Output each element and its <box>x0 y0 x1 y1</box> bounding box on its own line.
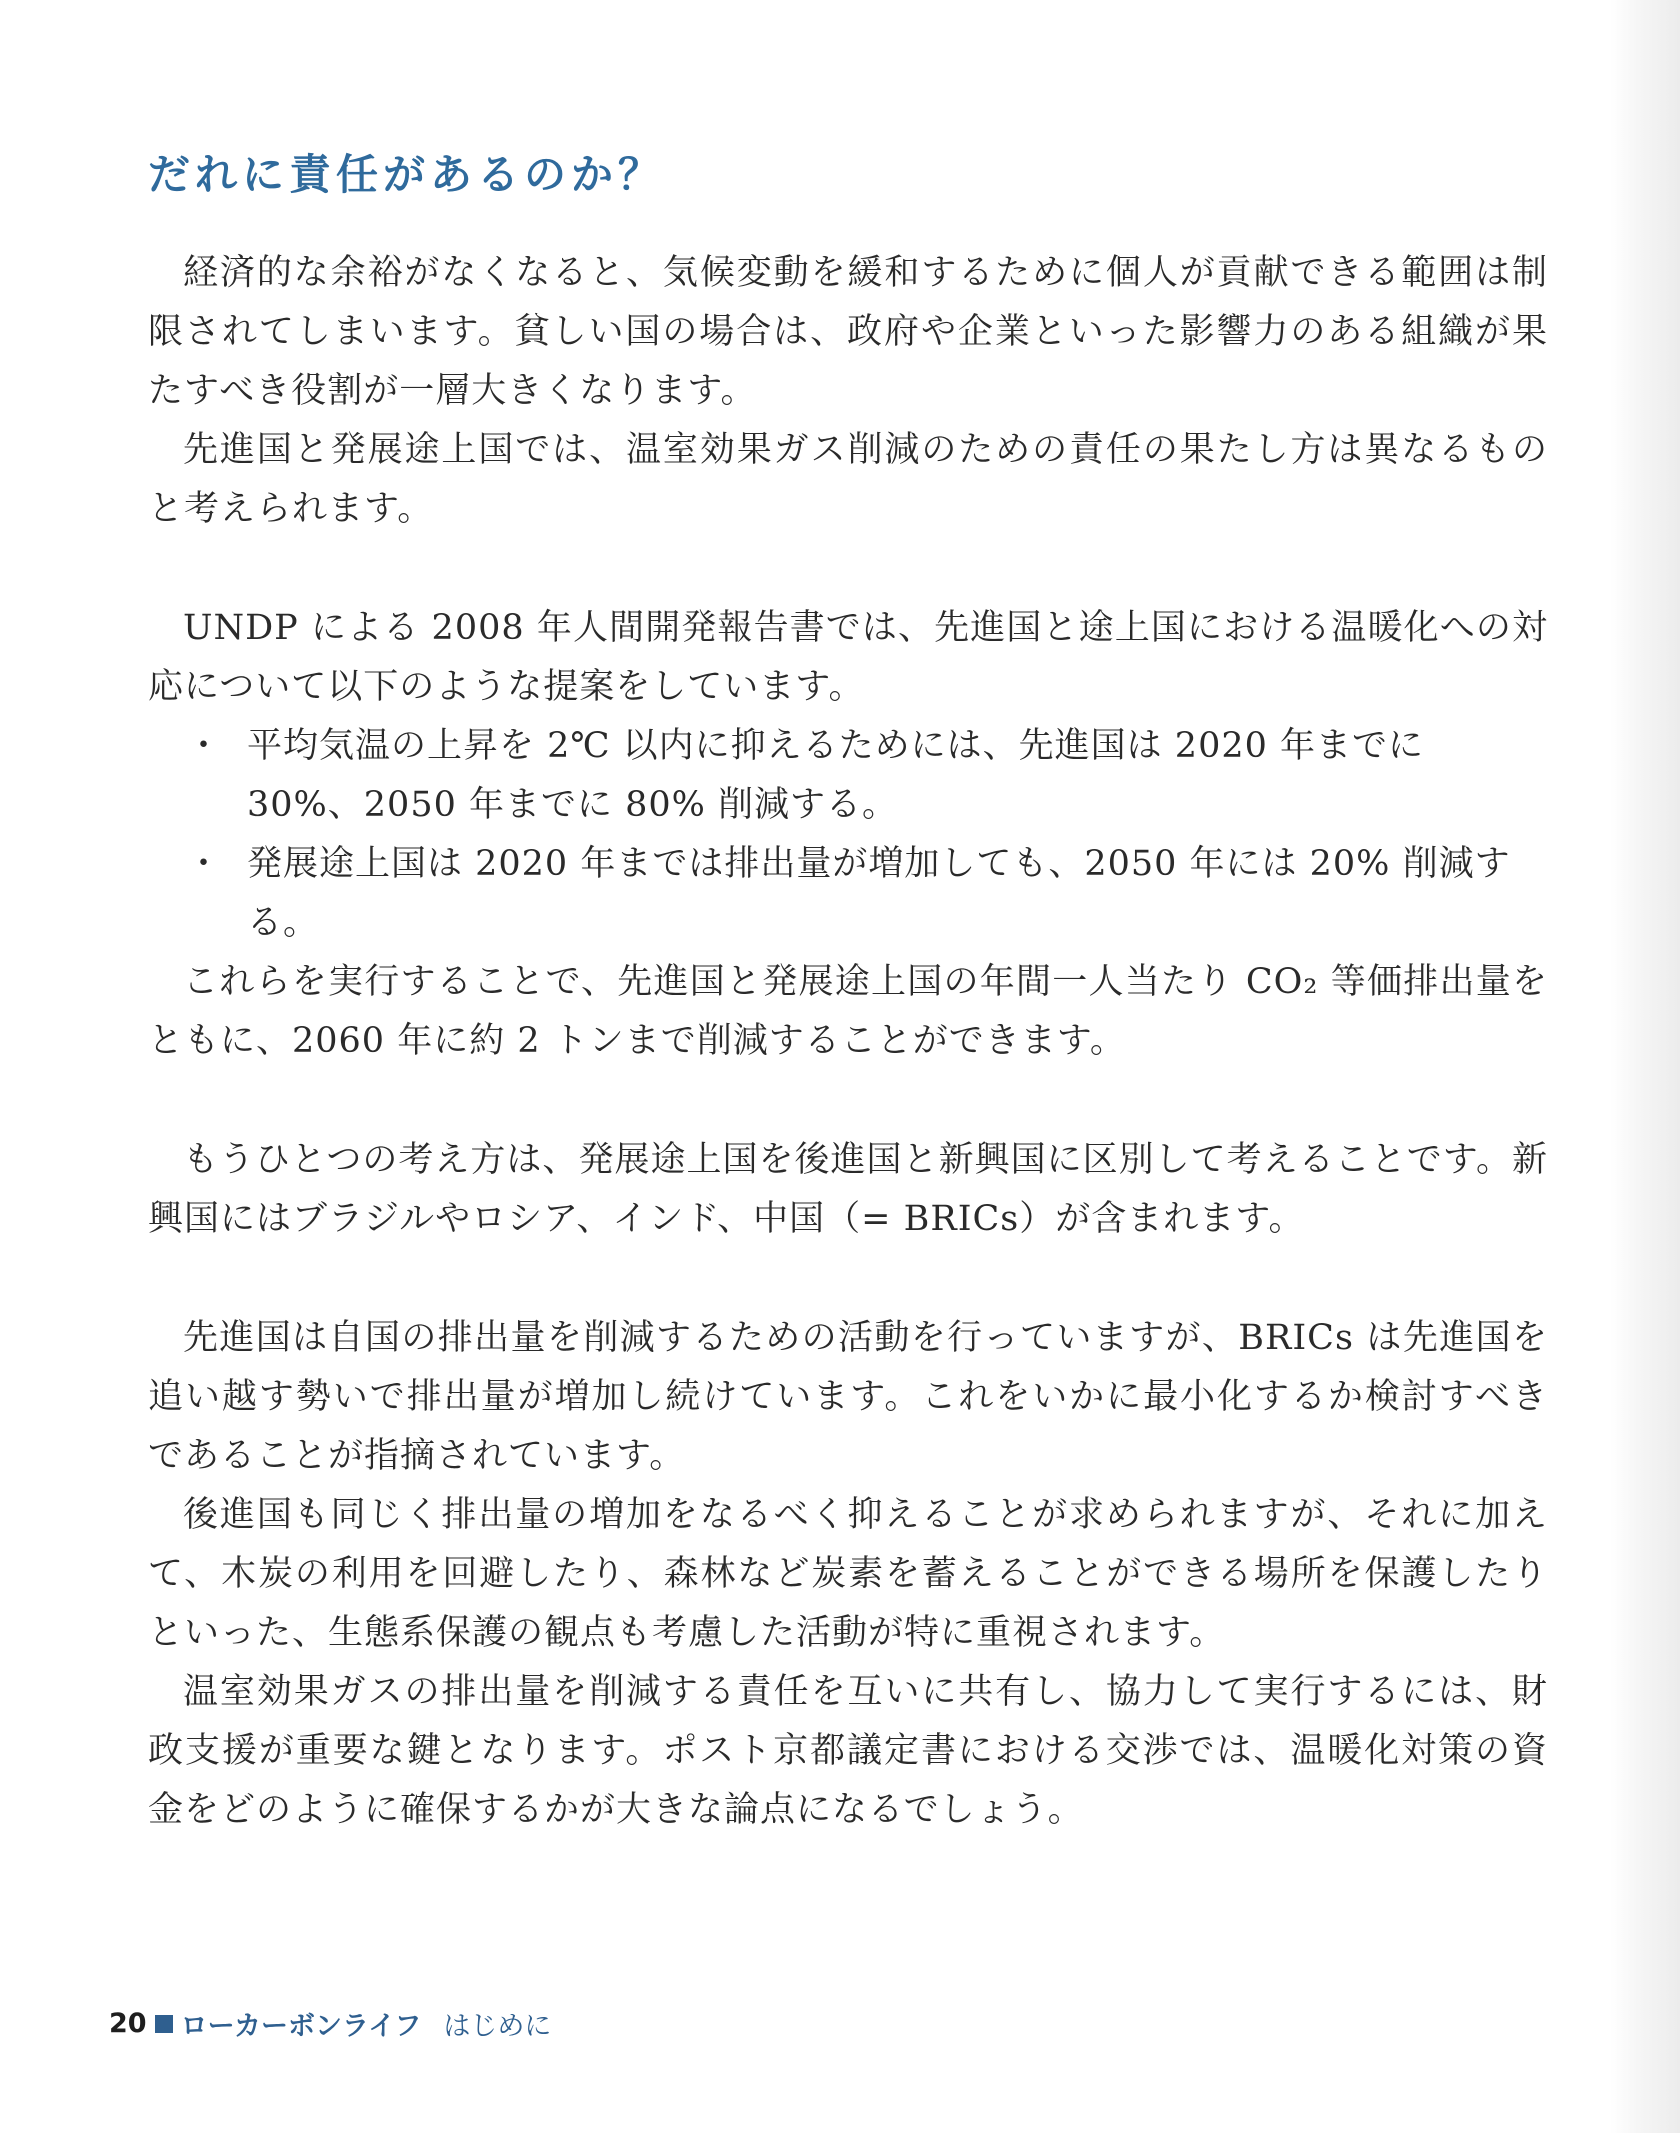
bullet-marker: ・ <box>186 726 223 767</box>
page-edge-shadow <box>1610 0 1680 2133</box>
page-number: 20 <box>109 2008 147 2039</box>
spacer <box>148 1071 1548 1131</box>
spacer <box>148 539 1548 599</box>
spacer <box>148 1249 1548 1309</box>
paragraph-2: 先進国と発展途上国では、温室効果ガス削減のための責任の果たし方は異なるものと考えられます。 <box>148 430 1548 530</box>
page-footer <box>109 2004 551 2043</box>
paragraph-1: 経済的な余裕がなくなると、気候変動を緩和するために個人が貢献できる範囲は制限されてしまいます。貧しい国の場合は、政府や企業といった影響力のある組織が果たすべき役割が一層大きくなります。 <box>148 253 1548 412</box>
page-title: だれに責任があるのか？ <box>148 150 666 199</box>
paragraph-6: 先進国は自国の排出量を削減するための活動を行っていますが、BRICs は先進国を追い越す勢いで排出量が増加し続けています。これをいかに最小化するか検討すべきであることが指摘されています。 <box>148 1318 1548 1477</box>
page-content <box>148 150 1548 1840</box>
list-item <box>148 717 1548 835</box>
bullet-marker: ・ <box>186 844 223 885</box>
list-item <box>148 835 1548 953</box>
paragraph-4: これらを実行することで、先進国と発展途上国の年間一人当たり CO₂ 等価排出量をともに、2060 年に約 2 トンまで削減することができます。 <box>148 962 1548 1062</box>
list-item-text: 平均気温の上昇を 2℃ 以内に抑えるためには、先進国は 2020 年までに 30%、2050 年までに 80% 削減する。 <box>247 726 1424 826</box>
section-name: はじめに <box>443 2011 552 2042</box>
book-title: ローカーボンライフ <box>180 2011 422 2042</box>
square-icon <box>155 2015 173 2033</box>
paragraph-8: 温室効果ガスの排出量を削減する責任を互いに共有し、協力して実行するには、財政支援が重要な鍵となります。ポスト京都議定書における交渉では、温暖化対策の資金をどのように確保するかが大きな論点になるでしょう。 <box>148 1672 1548 1831</box>
paragraph-7: 後進国も同じく排出量の増加をなるべく抑えることが求められますが、それに加えて、木炭の利用を回避したり、森林など炭素を蓄えることができる場所を保護したりといった、生態系保護の観点も考慮した活動が特に重視されます。 <box>148 1495 1548 1654</box>
paragraph-5: もうひとつの考え方は、発展途上国を後進国と新興国に区別して考えることです。新興国にはブラジルやロシア、インド、中国（= BRICs）が含まれます。 <box>148 1140 1548 1240</box>
proposal-list <box>148 717 1548 953</box>
paragraph-3: UNDP による 2008 年人間開発報告書では、先進国と途上国における温暖化への対応について以下のような提案をしています。 <box>148 608 1548 708</box>
list-item-text: 発展途上国は 2020 年までは排出量が増加しても、2050 年には 20% 削減する。 <box>247 844 1511 944</box>
